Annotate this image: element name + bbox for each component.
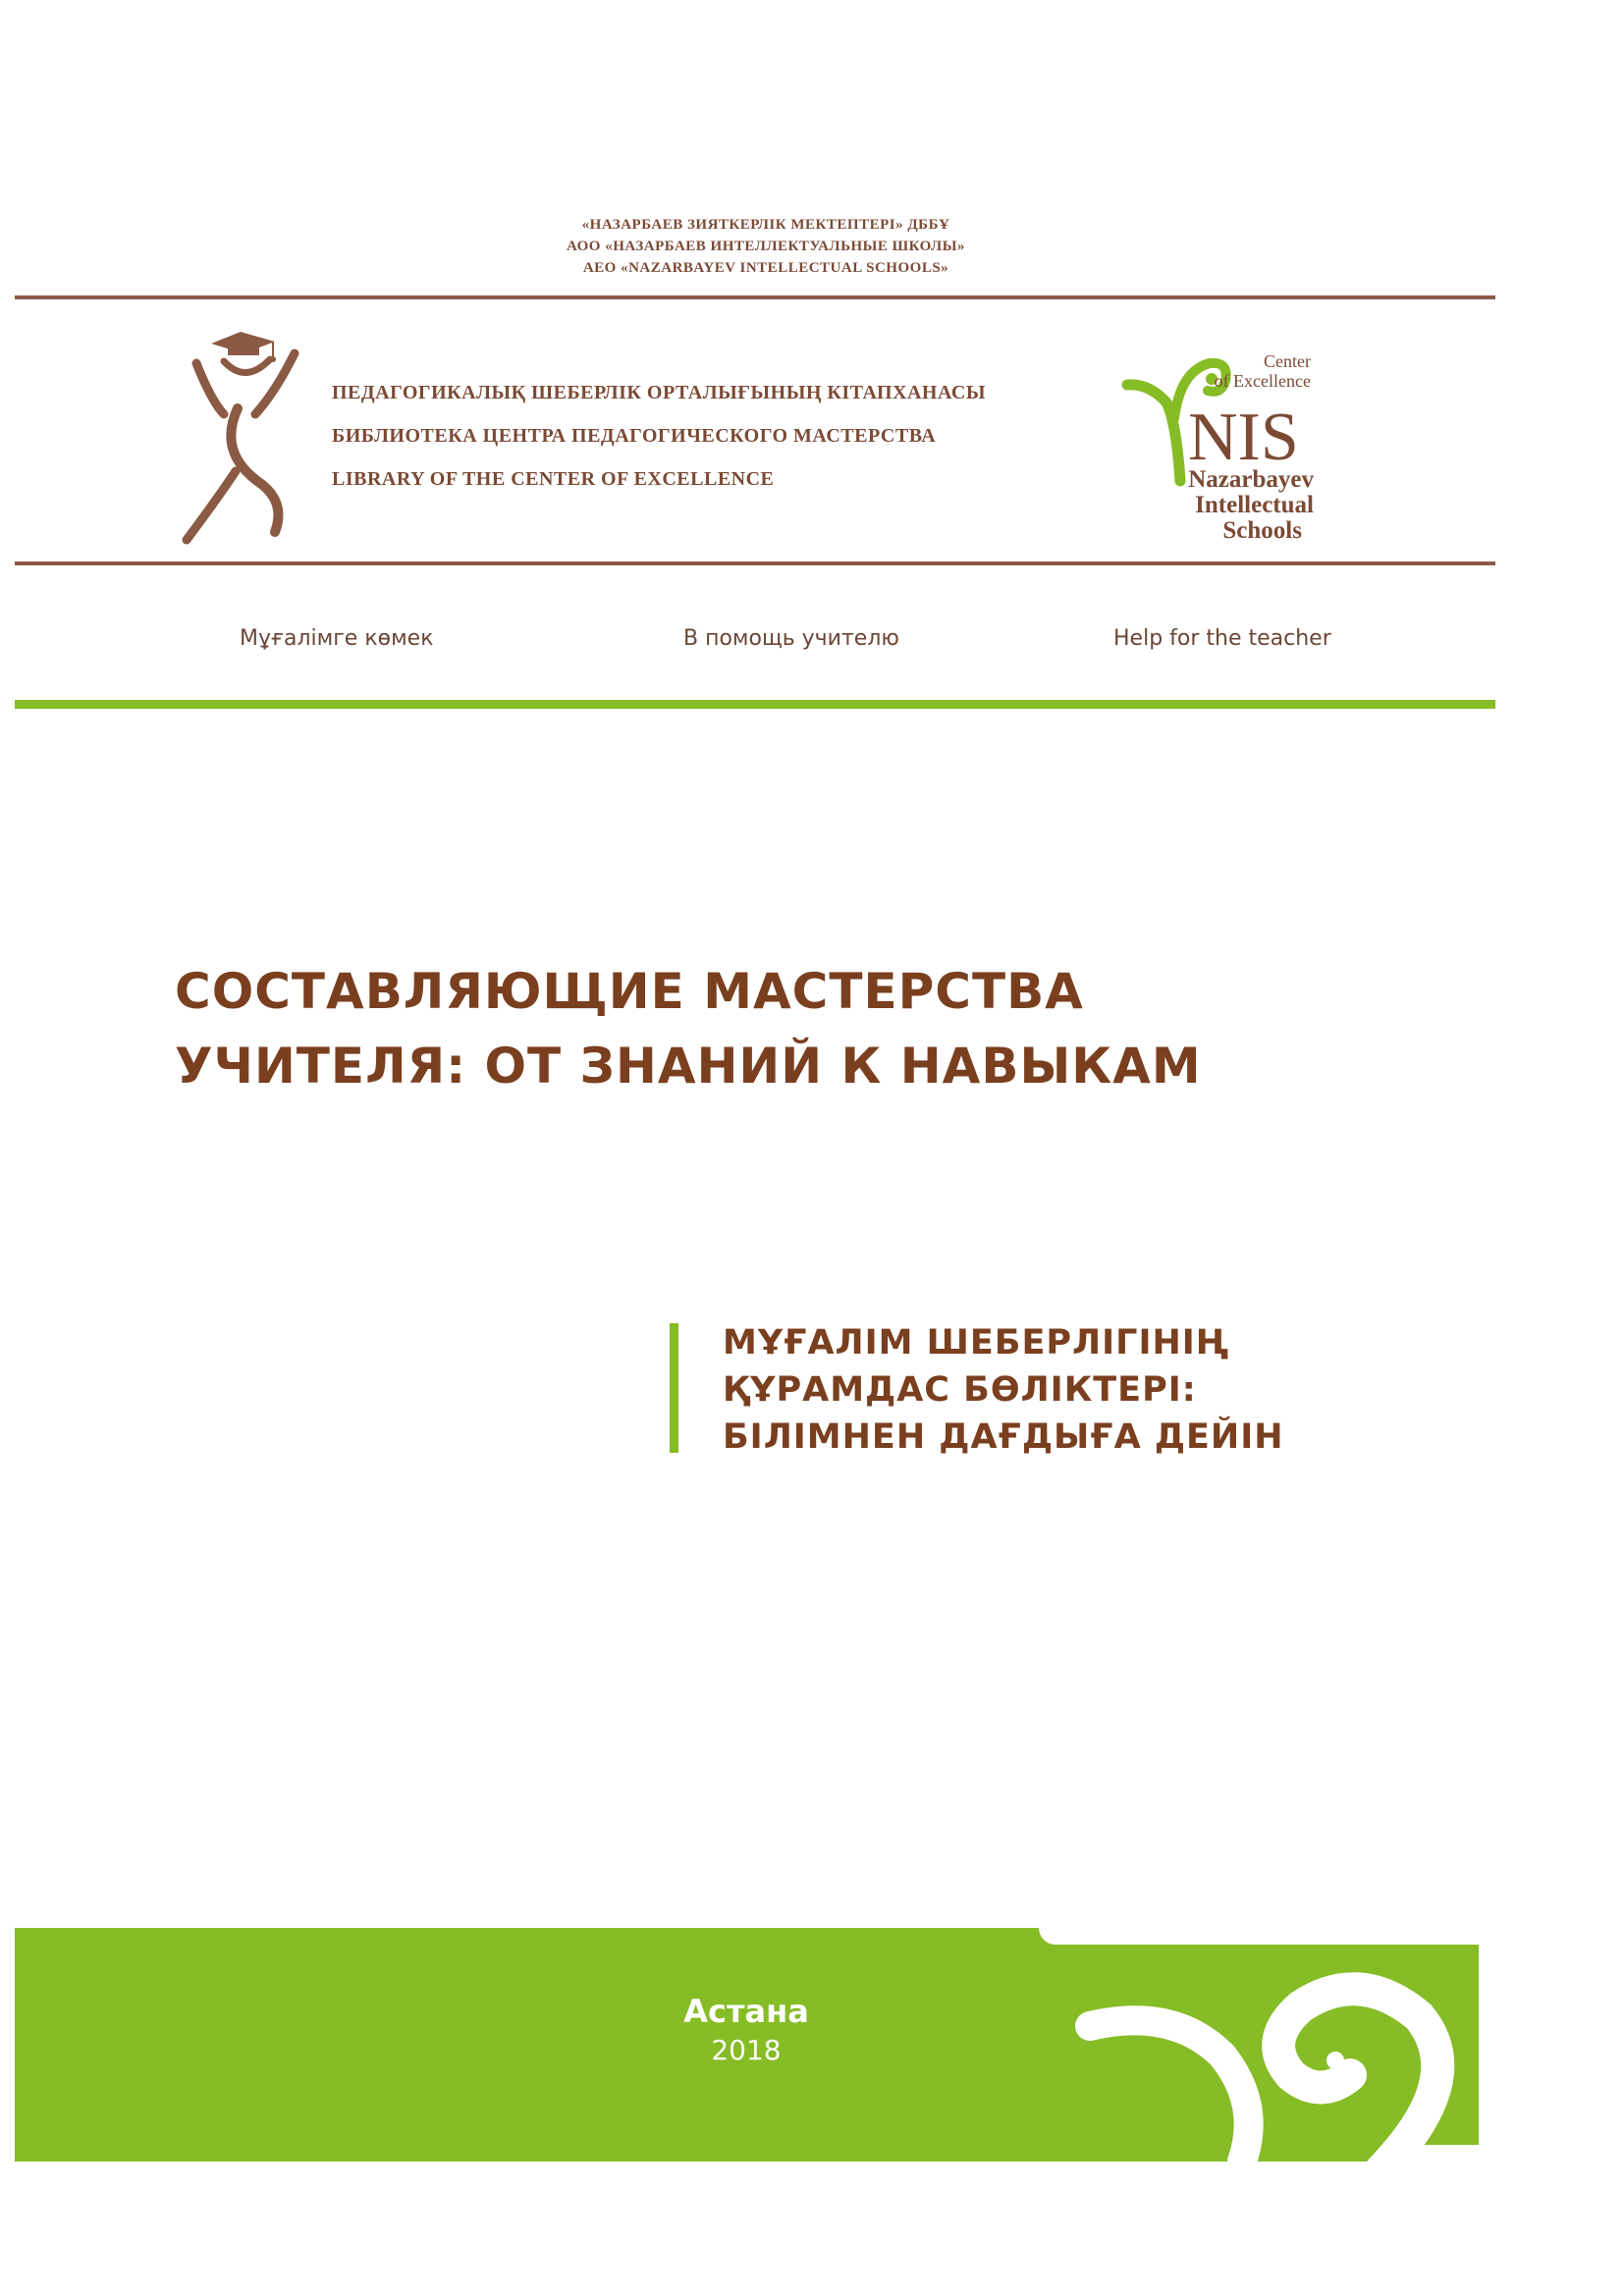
main-title-kz-line1: МҰҒАЛІМ ШЕБЕРЛІГІНІҢ (723, 1323, 1230, 1362)
publication-year: 2018 (711, 2034, 782, 2066)
nis-name-line3: Schools (1222, 517, 1302, 544)
nis-excellence-text: of Excellence (1214, 371, 1311, 391)
nis-name-line1: Nazarbayev (1188, 466, 1314, 493)
nis-logo (1119, 344, 1335, 550)
org-name-en: АЕО «NAZARBAYEV INTELLECTUAL SCHOOLS» (582, 260, 949, 276)
library-name-en: LIBRARY OF THE CENTER OF EXCELLENCE (332, 468, 775, 490)
nis-center-text: Center (1264, 351, 1311, 371)
nis-name-line2: Intellectual (1195, 492, 1314, 518)
main-title-kz (723, 1319, 1284, 1461)
middle-divider (15, 561, 1495, 565)
kz-title-accent-bar (670, 1323, 678, 1453)
main-title-ru-line2: УЧИТЕЛЯ: ОТ ЗНАНИЙ К НАВЫКАМ (175, 1038, 1202, 1095)
main-title-ru (175, 954, 1202, 1103)
org-name-ru: АОО «НАЗАРБАЕВ ИНТЕЛЛЕКТУАЛЬНЫЕ ШКОЛЫ» (567, 239, 965, 254)
library-name-kz: ПЕДАГОГИКАЛЫҚ ШЕБЕРЛІК ОРТАЛЫҒЫНЫҢ КІТАПХАНАСЫ (332, 382, 986, 403)
org-name-kz: «НАЗАРБАЕВ ЗИЯТКЕРЛІК МЕКТЕПТЕРІ» ДББҰ (581, 217, 950, 233)
series-label-ru: В помощь учителю (683, 626, 899, 651)
publication-city: Астана (683, 1993, 809, 2030)
main-title-kz-line2: ҚҰРАМДАС БӨЛІКТЕРІ: (723, 1370, 1197, 1410)
green-divider (15, 700, 1495, 709)
library-names (332, 378, 986, 507)
series-label-kz: Мұғалімге көмек (240, 626, 434, 651)
series-label-en: Help for the teacher (1113, 626, 1331, 651)
organization-header (0, 214, 1532, 279)
main-title-ru-line1: СОСТАВЛЯЮЩИЕ МАСТЕРСТВА (175, 963, 1084, 1020)
main-title-kz-line3: БІЛІМНЕН ДАҒДЫҒА ДЕЙІН (723, 1417, 1284, 1457)
nis-abbr-text: NIS (1188, 400, 1299, 475)
library-name-ru: БИБЛИОТЕКА ЦЕНТРА ПЕДАГОГИЧЕСКОГО МАСТЕРСТВА (332, 425, 937, 447)
top-divider (15, 295, 1495, 299)
center-of-excellence-figure-icon (177, 324, 304, 545)
